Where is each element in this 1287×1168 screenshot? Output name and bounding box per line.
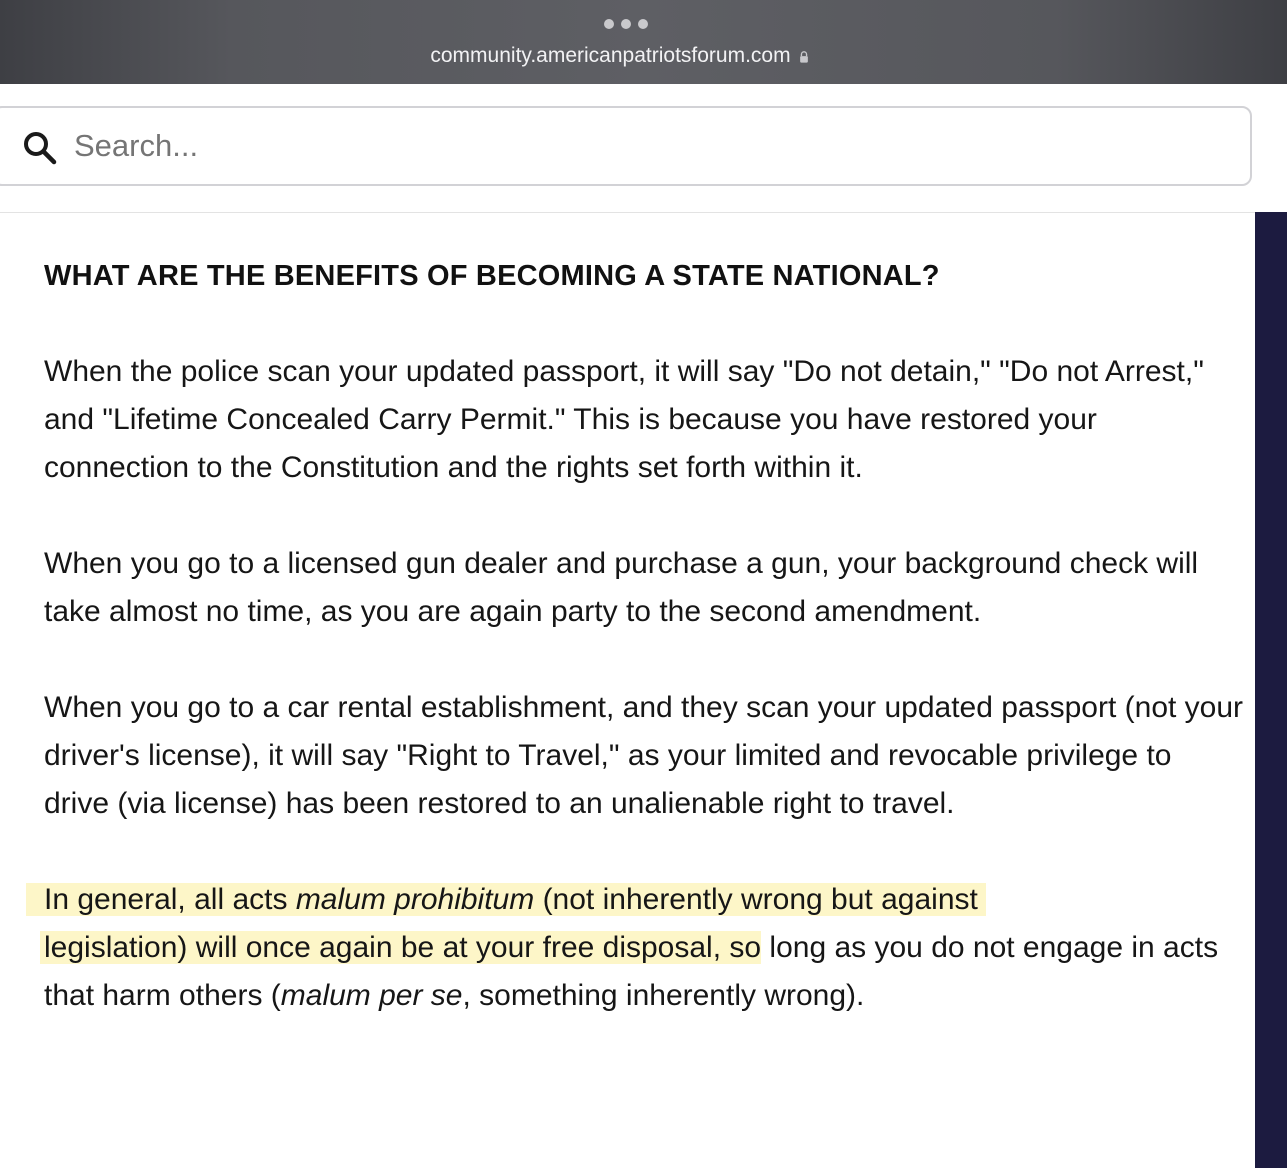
highlighted-text: legislation) will once again be at your free disposal, so bbox=[44, 931, 762, 964]
text-segment: long as you do not engage in acts that harm others ( bbox=[44, 931, 1219, 1012]
ellipsis-icon[interactable] bbox=[604, 19, 648, 29]
article-content bbox=[44, 252, 1244, 1020]
right-sidebar-strip bbox=[1255, 212, 1287, 1168]
text-segment: In general, all acts bbox=[44, 883, 296, 916]
italic-term: malum prohibitum bbox=[295, 883, 535, 916]
paragraph-malum-prohibitum bbox=[44, 876, 1244, 1020]
highlighted-text bbox=[44, 883, 986, 916]
paragraph-car-rental: When you go to a car rental establishment, and they scan your updated passport (not your driver's license), it will say "Right to Travel," as your limited and revocable privilege to drive (via license) has been restored to an unalienable right to travel. bbox=[44, 691, 1244, 820]
dot bbox=[604, 19, 614, 29]
url-text: community.americanpatriotsforum.com bbox=[430, 44, 791, 67]
dot bbox=[638, 19, 648, 29]
paragraph-gun-dealer: When you go to a licensed gun dealer and purchase a gun, your background check will take almost no time, as you are again party to the second amendment. bbox=[44, 547, 1199, 628]
text-segment: , something inherently wrong). bbox=[462, 979, 865, 1012]
browser-top-bar bbox=[0, 0, 1287, 84]
italic-term: malum per se bbox=[280, 979, 463, 1012]
search-icon[interactable] bbox=[22, 130, 58, 166]
search-input[interactable] bbox=[74, 108, 1234, 184]
lock-icon bbox=[798, 51, 810, 63]
search-box[interactable] bbox=[0, 106, 1252, 186]
text-segment: (not inherently wrong but against bbox=[534, 883, 978, 916]
article-heading: WHAT ARE THE BENEFITS OF BECOMING A STATE NATIONAL? bbox=[44, 260, 940, 292]
paragraph-passport: When the police scan your updated passport, it will say "Do not detain," "Do not Arrest," and "Lifetime Concealed Carry Permit." This is because you have restored your connection to the Constitution and the rights set forth within it. bbox=[44, 355, 1204, 484]
dot bbox=[621, 19, 631, 29]
search-bar-area bbox=[0, 84, 1287, 213]
address-bar[interactable] bbox=[0, 42, 1240, 70]
